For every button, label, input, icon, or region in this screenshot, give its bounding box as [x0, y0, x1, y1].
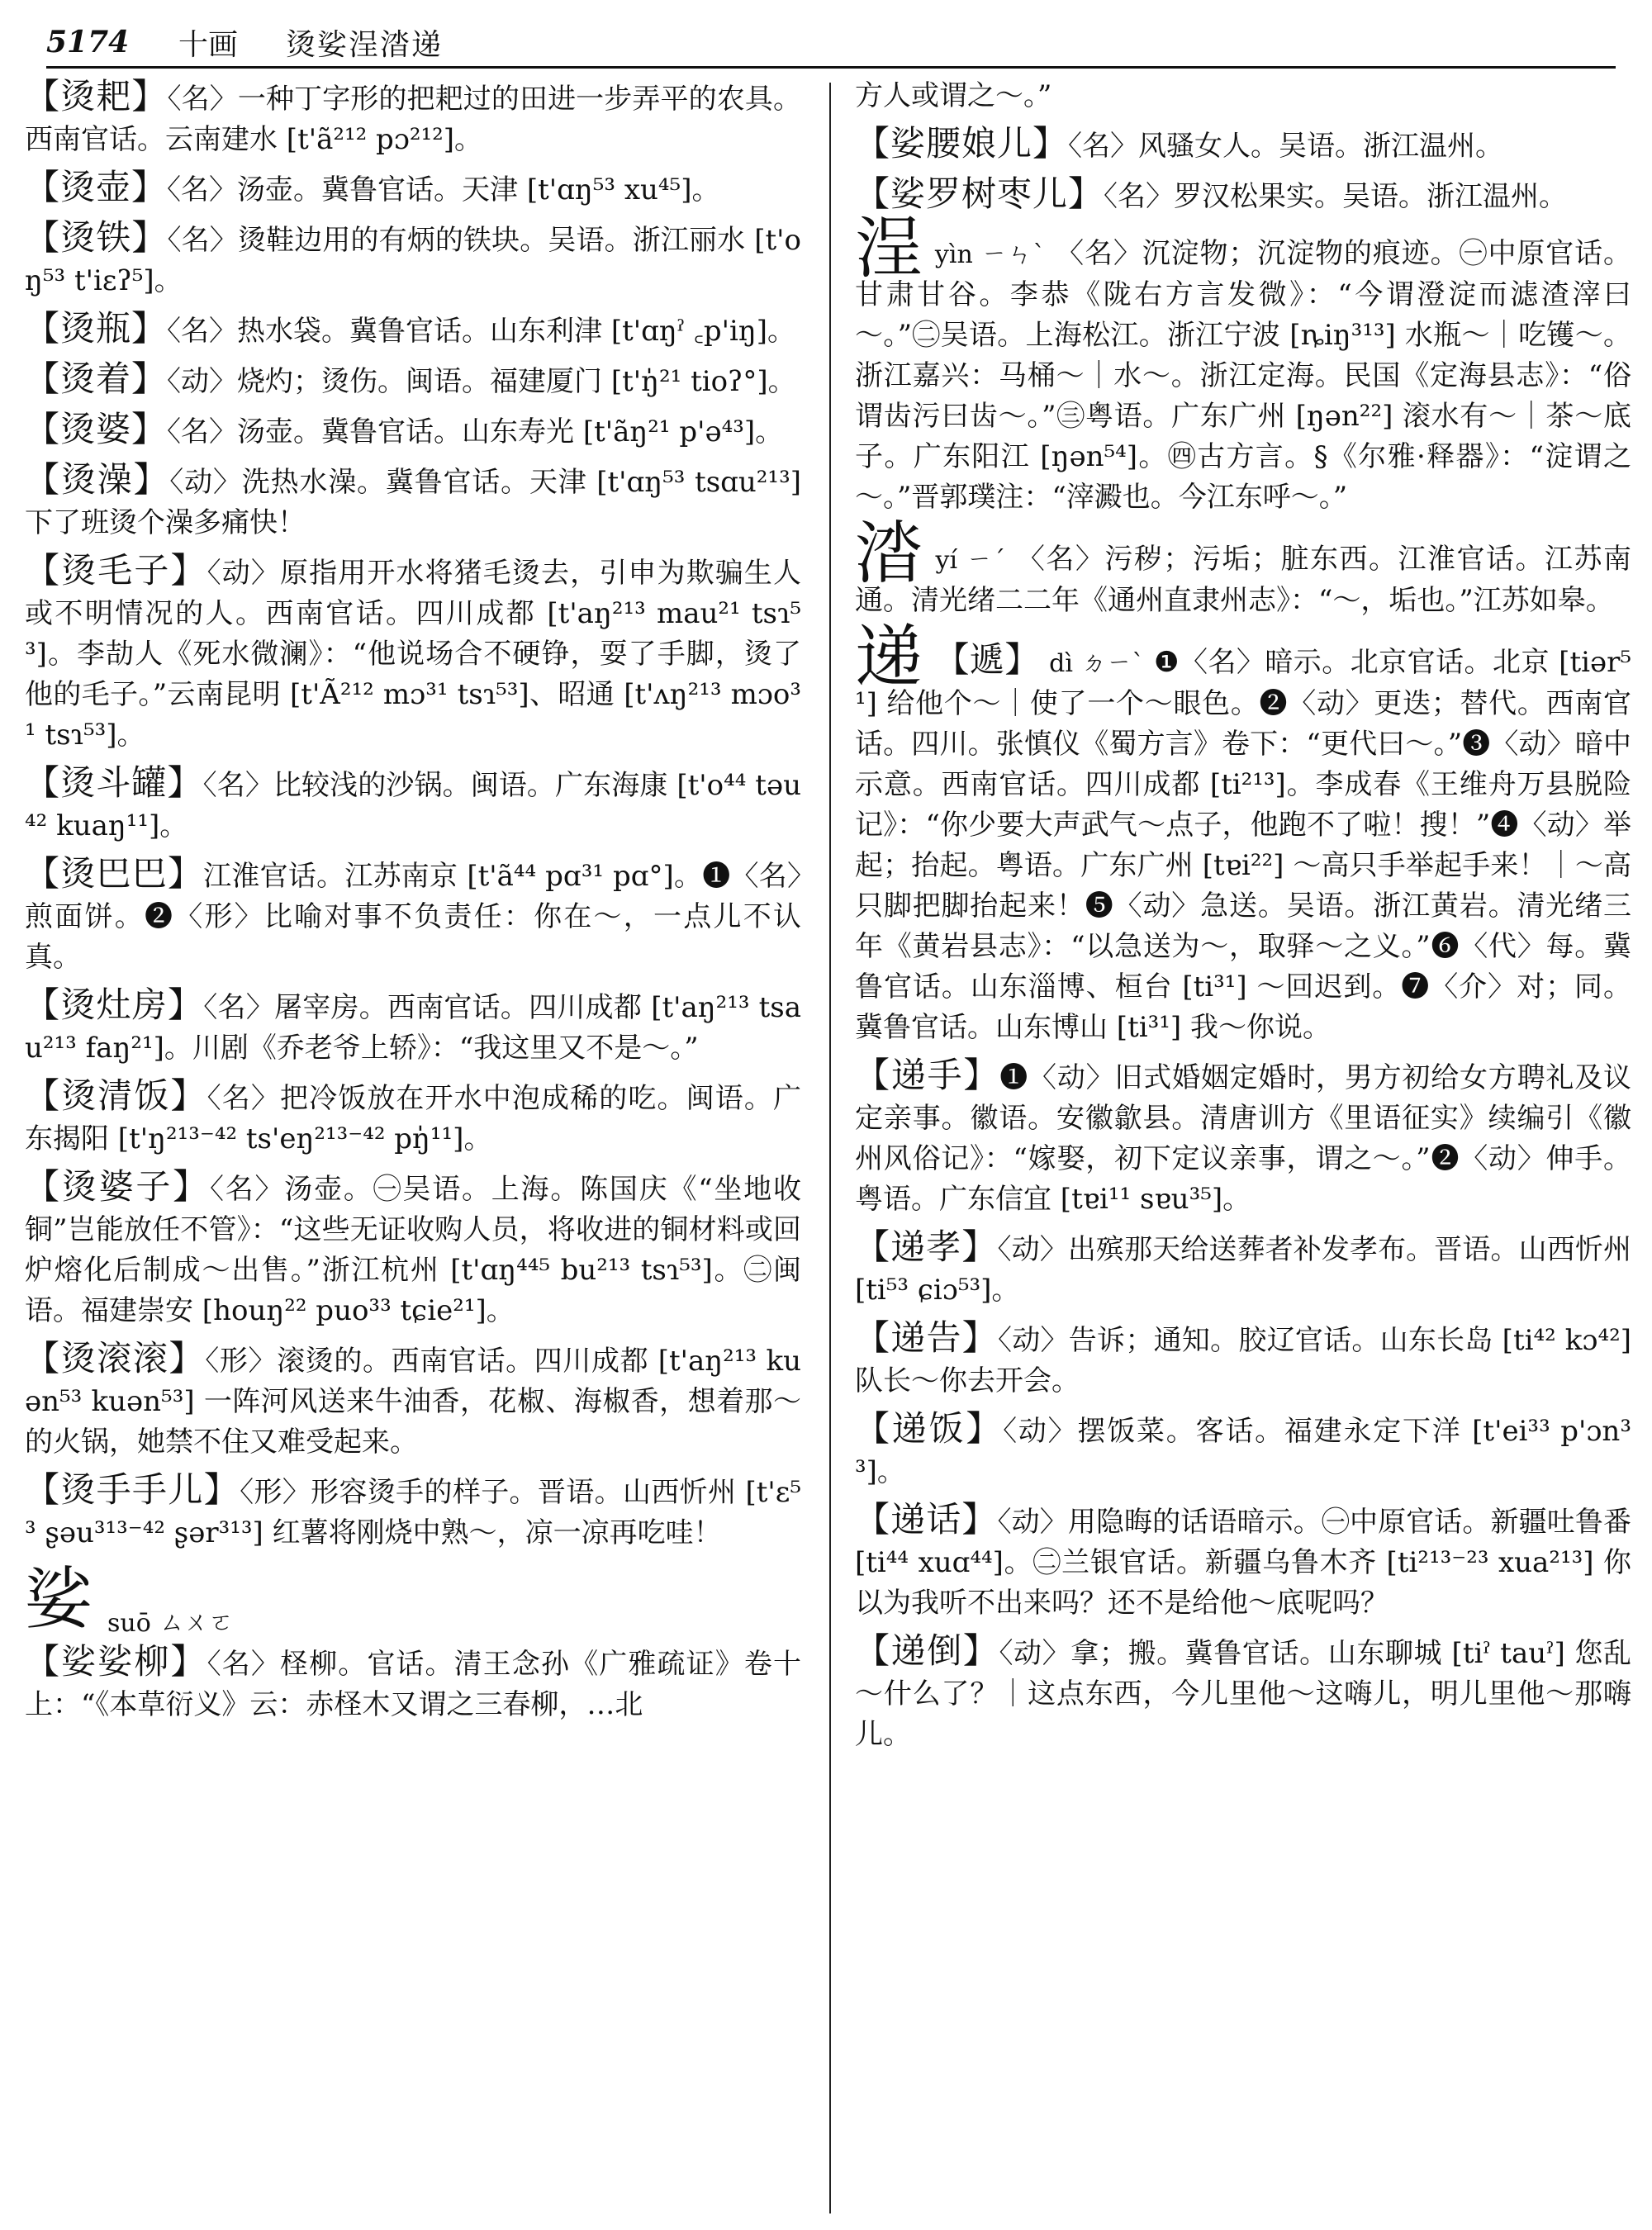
entry-definition: 〈名〉一种丁字形的把耙过的田进一步弄平的农具。西南官话。云南建水 [t'ã²¹² pɔ²¹²]。 [25, 83, 801, 156]
entry-headword: 【 娑娑柳 】 [25, 1641, 207, 1682]
entry-definition: 〈名〉汤壶。㊀吴语。上海。陈国庆《“坐地收铜”岂能放任不管》：“这些无证收购人员，将收进的铜材料或回炉熔化后制成～出售。”浙江杭州 [t'ɑŋ⁴⁴⁵ bu²¹³ tsɿ⁵³]。㊁闽语。福建崇安 [houŋ²² puo³³ tɕie²¹]。 [25, 1173, 801, 1327]
entry-headword: 【 递手 】 [855, 1055, 999, 1095]
entry-definition: 〈名〉把冷饭放在开水中泡成稀的吃。闽语。广东揭阳 [t'ŋ²¹³⁻⁴² ts'eŋ²¹³⁻⁴² pŋ̍¹¹]。 [25, 1082, 801, 1155]
entry-headword: 【 烫铁 】 [25, 217, 168, 258]
entry-definition: 〈动〉原指用开水将猪毛烫去，引申为欺骗生人或不明情况的人。西南官话。四川成都 [t'aŋ²¹³ mau²¹ tsɿ⁵³]。李劼人《死水微澜》：“他说场合不硬铮，耍了手脚，烫了他的毛子。”云南昆明 [t'Ã²¹² mɔ³¹ tsɿ⁵³]、昭通 [t'ʌŋ²¹³ mɔo³¹ tsɿ⁵³]。 [25, 557, 801, 752]
entry-definition: 〈名〉汤壶。冀鲁官话。山东寿光 [t'ãŋ²¹ p'ə⁴³]。 [167, 415, 784, 448]
entry-definition: 〈形〉滚烫的。西南官话。四川成都 [t'aŋ²¹³ kuən⁵³ kuən⁵³] 一阵河风送来牛油香，花椒、海椒香，想着那～的火锅，她禁不住又难受起来。 [25, 1345, 801, 1459]
entry-headword: 【 烫着 】 [25, 358, 167, 399]
dictionary-entry [855, 173, 1631, 217]
pinyin: yìn [934, 240, 973, 269]
entry-definition: 〈名〉热水袋。冀鲁官话。山东利津 [t'ɑŋˀ ꜀p'iŋ]。 [167, 315, 796, 348]
column-divider [829, 83, 831, 2213]
dictionary-entry [855, 1630, 1631, 1755]
entry-headword: 【 烫灶房 】 [25, 985, 203, 1025]
entry-definition: ❶〈动〉旧式婚姻定婚时，男方初给女方聘礼及议定亲事。徽语。安徽歙县。清唐训方《里语征实》续编引《徽州风俗记》：“嫁娶，初下定议亲事，谓之～。”❷〈动〉伸手。粤语。广东信宜 [tɐi¹¹ sɐu³⁵]。 [855, 1061, 1631, 1216]
entry-headword: 【 烫婆子 】 [25, 1166, 210, 1207]
entry-definition: 〈名〉污秽；污垢；脏东西。江淮官话。江苏南通。清光绪二二年《通州直隶州志》：“～，垢也。”江苏如皋。 [855, 543, 1632, 617]
right-entries-1 [855, 123, 1631, 217]
dictionary-entry [25, 167, 801, 211]
page-number: 5174 [46, 25, 130, 59]
dictionary-entry [25, 853, 801, 978]
entry-definition: 江淮官话。江苏南京 [t'ã⁴⁴ pɑ³¹ pɑ°]。❶〈名〉煎面饼。❷〈形〉比喻对事不负责任：你在～，一点儿不认真。 [25, 860, 801, 974]
main-character: 浧 [855, 209, 923, 287]
entry-headword: 【 烫瓶 】 [25, 308, 167, 349]
entry-definition: 〈名〉比较浅的沙锅。闽语。广东海康 [t'o⁴⁴ təu⁴² kuaŋ¹¹]。 [25, 769, 801, 842]
dictionary-entry [25, 217, 801, 301]
entry-headword: 【 烫澡 】 [25, 459, 169, 500]
variant-character: 【 遞 】 [934, 639, 1039, 680]
entry-headword: 【 烫耙 】 [25, 76, 167, 116]
dictionary-entry [855, 123, 1631, 167]
dictionary-entry [855, 1226, 1631, 1311]
main-character: 递 [855, 618, 923, 696]
main-character: 娑 [25, 1560, 93, 1639]
entry-headword: 【 烫巴巴 】 [25, 853, 203, 894]
entry-headword: 【 烫手手儿 】 [25, 1469, 240, 1510]
zhuyin: ㄧˊ [966, 546, 1007, 575]
entry-definition: 〈动〉拿；搬。冀鲁官话。山东聊城 [tiˀ tauˀ] 您乱～什么了？｜这点东西，今儿里他～这嗨儿，明儿里他～那嗨儿。 [855, 1637, 1631, 1751]
main-character: 涾 [855, 515, 924, 593]
left-column [25, 76, 801, 1732]
pinyin: yí [935, 546, 958, 575]
main-character-di [855, 618, 1631, 1048]
entry-definition: 〈动〉用隐晦的话语暗示。㊀中原官话。新疆吐鲁番 [ti⁴⁴ xuɑ⁴⁴]。㊁兰银官话。新疆乌鲁木齐 [ti²¹³⁻²³ xua²¹³] 你以为我听不出来吗？还不是给他～底呢吗？ [855, 1506, 1631, 1620]
entry-headword: 【 娑腰娘儿 】 [855, 123, 1068, 164]
entry-definition: 〈形〉形容烫手的样子。晋语。山西忻州 [t'ɛ⁵³ ʂəu³¹³⁻⁴² ʂər³¹³] 红薯将刚烧中熟～，凉一凉再吃哇！ [25, 1476, 801, 1549]
pinyin: suō [107, 1609, 151, 1638]
left-entries [25, 76, 801, 1554]
entry-headword: 【 烫斗罐 】 [25, 762, 203, 803]
dictionary-entry [855, 1317, 1631, 1402]
main-character-yin [855, 209, 1632, 518]
dictionary-entry [25, 1075, 801, 1160]
entry-definition: 〈动〉洗热水澡。冀鲁官话。天津 [t'ɑŋ⁵³ tsɑu²¹³] 下了班烫个澡多痛快！ [25, 466, 801, 539]
dictionary-entry [25, 409, 801, 453]
entry-definition: 〈名〉烫鞋边用的有炳的铁块。吴语。浙江丽水 [t'oŋ⁵³ t'iɛʔ⁵]。 [25, 224, 801, 297]
entry-definition: ❶〈名〉暗示。北京官话。北京 [tiər⁵¹] 给他个～｜使了一个～眼色。❷〈动〉更迭；替代。西南官话。四川。张慎仪《蜀方言》卷下：“更代曰～。”❸〈动〉暗中示意。西南官话。四川成都 [ti²¹³]。李成春《王维舟万县脱险记》：“你少要大声武气～点子，他跑不了啦！搜！”❹〈动〉举起；抬起。粤语。广东广州 [tɐi²²] ～高只手举起手来！｜～高只脚把脚抬起来！❺〈动〉急送。吴语。浙江黄岩。清光绪三年《黄岩县志》：“以急送为～，取驿～之义。”❻〈代〉每。冀鲁官话。山东淄博、桓台 [ti³¹] ～回迟到。❼〈介〉对；同。冀鲁官话。山东博山 [ti³¹] 我～你说。 [855, 646, 1631, 1044]
entry-headword: 【 递孝 】 [855, 1226, 997, 1267]
zhuyin: ㄉㄧˋ [1080, 649, 1145, 678]
entry-headword: 【 烫清饭 】 [25, 1075, 207, 1116]
entry-definition: 〈名〉汤壶。冀鲁官话。天津 [t'ɑŋ⁵³ xu⁴⁵]。 [167, 173, 720, 206]
zhuyin: ㄙㄨㄛ [159, 1608, 234, 1637]
pinyin: dì [1049, 649, 1073, 678]
continued-text: 方人或谓之～。” [855, 79, 1052, 112]
entry-headword: 【 娑罗树枣儿 】 [855, 173, 1104, 214]
dictionary-entry [25, 358, 801, 402]
dictionary-entry [25, 550, 801, 756]
section-label: 十画 [178, 27, 239, 62]
entry-definition: 〈名〉柽柳。官话。清王念孙《广雅疏证》卷十上：“《本草衍义》云：赤柽木又谓之三春柳，…北 [25, 1648, 801, 1721]
dictionary-entry [855, 1499, 1631, 1624]
header-characters: 烫娑浧涾递 [286, 27, 444, 62]
entry-definition: 〈名〉罗汉松果实。吴语。浙江温州。 [1104, 180, 1568, 213]
entry-headword: 【 递饭 】 [855, 1408, 1003, 1449]
right-column [855, 76, 1631, 1762]
main-character-yi [855, 515, 1632, 621]
dictionary-entry [25, 308, 801, 352]
entry-definition: 〈动〉出殡那天给送葬者补发孝布。晋语。山西忻州 [ti⁵³ ɕiɔ⁵³]。 [855, 1233, 1631, 1307]
page-header [46, 18, 1616, 69]
dictionary-entry [25, 1338, 801, 1463]
entry-definition: 〈名〉屠宰房。西南官话。四川成都 [t'aŋ²¹³ tsau²¹³ faŋ²¹]。川剧《乔老爷上轿》：“我这里又不是～。” [25, 991, 801, 1065]
dictionary-entry [855, 1055, 1631, 1220]
dictionary-entry [855, 1408, 1631, 1492]
entry-headword: 【 递告 】 [855, 1317, 998, 1358]
dictionary-entry [25, 985, 801, 1069]
entry-definition: 〈名〉风骚女人。吴语。浙江温州。 [1068, 130, 1504, 163]
dictionary-entry [25, 1641, 801, 1725]
main-character-suo [25, 1562, 801, 1638]
entry-definition: 〈动〉告诉；通知。胶辽官话。山东长岛 [ti⁴² kɔ⁴²] 队长～你去开会。 [855, 1324, 1631, 1397]
right-entries-2 [855, 1055, 1631, 1755]
zhuyin: ㄧㄣˋ [980, 240, 1047, 269]
dictionary-entry [25, 76, 801, 160]
dictionary-entry [25, 1469, 801, 1554]
entry-definition: 〈名〉沉淀物；沉淀物的痕迹。㊀中原官话。甘肃甘谷。李恭《陇右方言发微》：“今谓澄淀而滤渣滓曰～。”㊁吴语。上海松江。浙江宁波 [ȵiŋ³¹³] 水瓶～｜吃镬～。浙江嘉兴：马桶～｜水～。浙江定海。民国《定海县志》：“俗谓齿污曰齿～。”㊂粤语。广东广州 [ŋən²²] 滚水有～｜茶～底子。广东阳江 [ŋən⁵⁴]。㊃古方言。§《尔雅·释器》：“淀谓之～。”晋郭璞注：“滓澱也。今江东呼～。” [855, 237, 1632, 514]
entry-headword: 【 烫壶 】 [25, 167, 167, 207]
entry-definition: 〈动〉烧灼；烫伤。闽语。福建厦门 [t'ŋ̍²¹ tioʔ°]。 [167, 365, 796, 398]
entry-headword: 【 烫毛子 】 [25, 550, 207, 591]
dictionary-entry [25, 1166, 801, 1331]
dictionary-entry [25, 459, 801, 543]
dictionary-entry [25, 762, 801, 847]
entry-headword: 【 烫婆 】 [25, 409, 167, 449]
entry-headword: 【 递倒 】 [855, 1630, 999, 1671]
entry-definition: 〈动〉摆饭菜。客话。福建永定下洋 [t'ei³³ p'ɔn³³]。 [855, 1415, 1631, 1488]
entry-headword: 【 烫滚滚 】 [25, 1338, 205, 1378]
entry-headword: 【 递话 】 [855, 1499, 997, 1540]
